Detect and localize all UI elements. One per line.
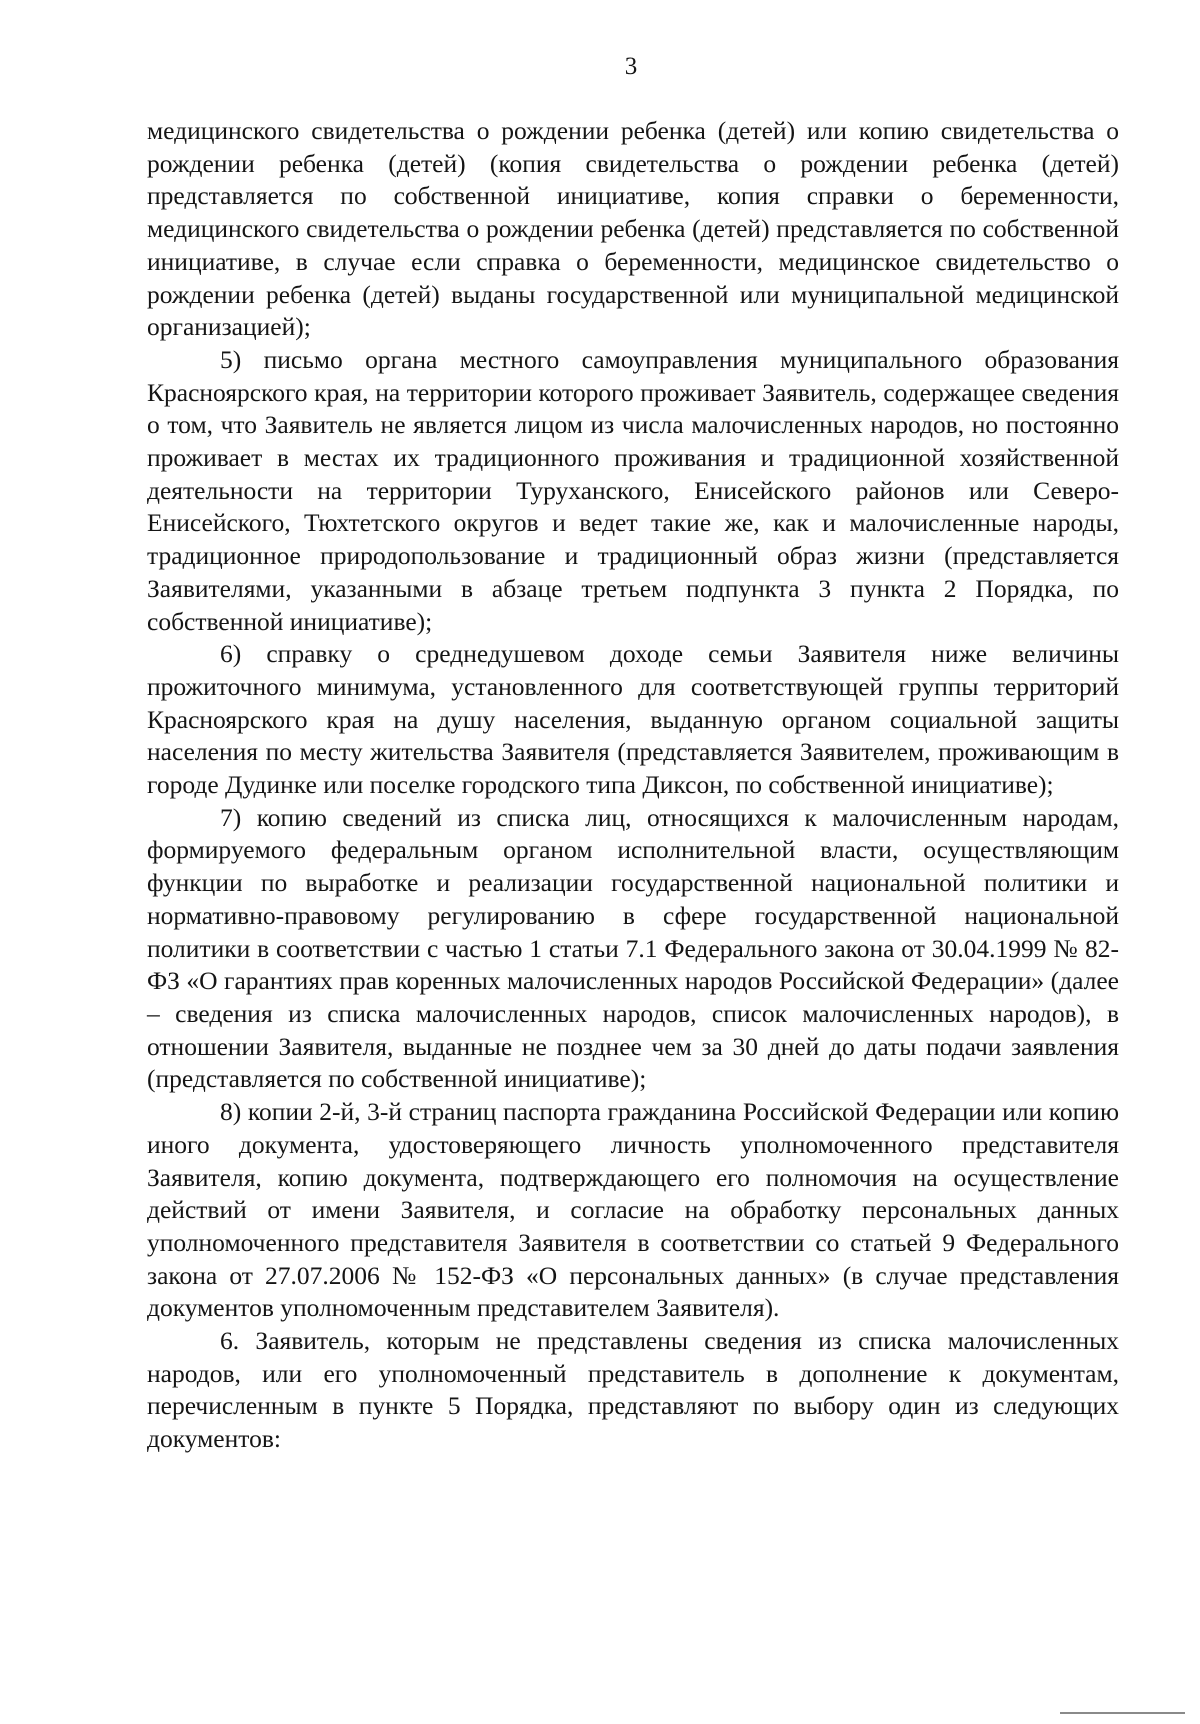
paragraph-item-8: 8) копии 2-й, 3-й страниц паспорта гражданина Российской Федерации или копию иного документа, удостоверяющего личность уполномоченного представителя Заявителя, копию документа, подтверждающего его полномочия на осуществление действий от имени Заявителя, и согласие на обработку персональных данных уполномоченного представителя Заявителя в соответствии со статьей 9 Федерального закона от 27.07.2006 № 152-ФЗ «О персональных данных» (в случае представления документов уполномоченным представителем Заявителя). xyxy=(147,1097,1119,1323)
paragraph-continuation: медицинского свидетельства о рождении ребенка (детей) или копию свидетельства о рождении ребенка (детей) (копия свидетельства о рождении ребенка (детей) представляется по собственной инициативе, копия справки о беременности, медицинского свидетельства о рождении ребенка (детей) представляется по собственной инициативе, в случае если справка о беременности, медицинское свидетельство о рождении ребенка (детей) выданы государственной или муниципальной медицинской организацией); xyxy=(147,116,1119,342)
paragraph-clause-6: 6. Заявитель, которым не представлены сведения из списка малочисленных народов, или его уполномоченный представитель в дополнение к документам, перечисленным в пункте 5 Порядка, представляют по выбору один из следующих документов: xyxy=(147,1326,1119,1454)
paragraph-item-6: 6) справку о среднедушевом доходе семьи Заявителя ниже величины прожиточного минимума, установленного для соответствующей группы территорий Красноярского края на душу населения, выданную органом социальной защиты населения по месту жительства Заявителя (представляется Заявителем, проживающим в городе Дудинке или поселке городского типа Диксон, по собственной инициативе); xyxy=(147,639,1119,800)
scan-edge-mark xyxy=(1060,1712,1185,1714)
document-body xyxy=(147,115,1119,1456)
page-number: 3 xyxy=(624,53,638,80)
paragraph-item-7: 7) копию сведений из списка лиц, относящихся к малочисленным народам, формируемого федеральным органом исполнительной власти, осуществляющим функции по выработке и реализации государственной национальной политики и нормативно-правовому регулированию в сфере государственной национальной политики в соответствии с частью 1 статьи 7.1 Федерального закона от 30.04.1999 № 82-ФЗ «О гарантиях прав коренных малочисленных народов Российской Федерации» (далее – сведения из списка малочисленных народов, список малочисленных народов), в отношении Заявителя, выданные не позднее чем за 30 дней до даты подачи заявления (представляется по собственной инициативе); xyxy=(147,802,1119,1094)
paragraph-item-5: 5) письмо органа местного самоуправления муниципального образования Красноярского края, на территории которого проживает Заявитель, содержащее сведения о том, что Заявитель не является лицом из числа малочисленных народов, но постоянно проживает в местах их традиционного проживания и традиционной хозяйственной деятельности на территории Туруханского, Енисейского районов или Северо-Енисейского, Тюхтетского округов и ведет такие же, как и малочисленные народы, традиционное природопользование и традиционный образ жизни (представляется Заявителями, указанными в абзаце третьем подпункта 3 пункта 2 Порядка, по собственной инициативе); xyxy=(147,344,1119,636)
